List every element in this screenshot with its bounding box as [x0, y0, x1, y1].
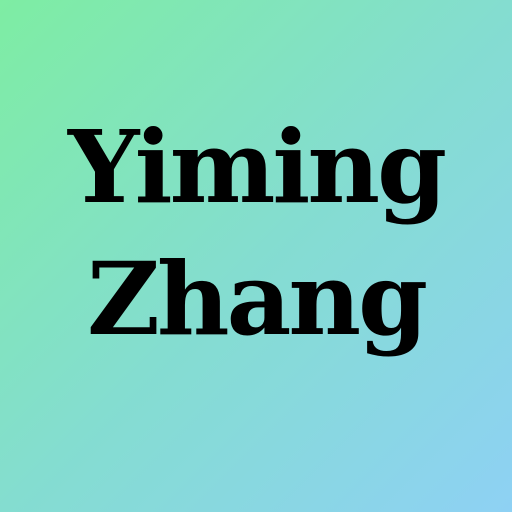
last-name: Zhang	[86, 240, 426, 358]
first-name: Yiming	[67, 108, 445, 226]
